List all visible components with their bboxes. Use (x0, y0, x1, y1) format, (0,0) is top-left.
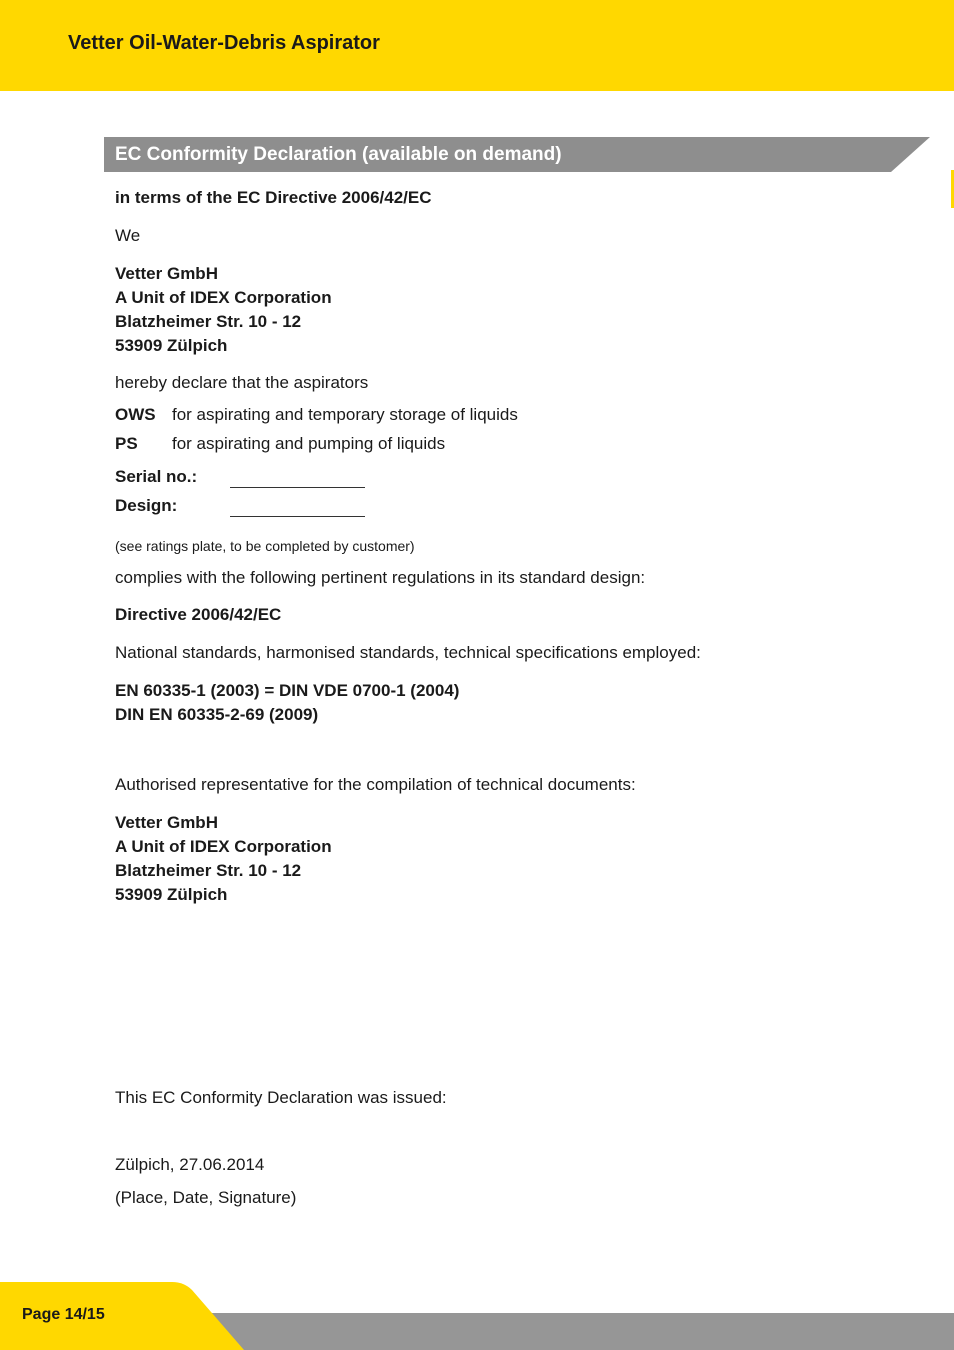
rep-company-line: A Unit of IDEX Corporation (115, 837, 332, 856)
directive-intro: in terms of the EC Directive 2006/42/EC (115, 188, 432, 207)
page-header (0, 0, 954, 91)
document-title: Vetter Oil-Water-Debris Aspirator (68, 32, 380, 54)
design-label: Design: (115, 496, 178, 515)
we-text: We (115, 226, 141, 245)
standard-line: EN 60335-1 (2003) = DIN VDE 0700-1 (2004) (115, 681, 460, 700)
footer-shape (0, 1280, 954, 1350)
issued-text: This EC Conformity Declaration was issued: (115, 1088, 447, 1107)
standard-line: DIN EN 60335-2-69 (2009) (115, 705, 319, 724)
place-date: Zülpich, 27.06.2014 (115, 1155, 265, 1174)
rep-company-line: Vetter GmbH (115, 813, 218, 832)
product-description: for aspirating and temporary storage of liquids (172, 405, 518, 424)
directive-label: Directive 2006/42/EC (115, 605, 282, 624)
representative-intro: Authorised representative for the compilation of technical documents: (115, 775, 636, 794)
ratings-note: (see ratings plate, to be completed by customer) (115, 538, 415, 554)
declare-text: hereby declare that the aspirators (115, 373, 369, 392)
section-title: EC Conformity Declaration (available on demand) (115, 144, 562, 165)
company-line: 53909 Zülpich (115, 336, 228, 355)
page-number: Page 14/15 (22, 1306, 105, 1323)
rep-company-line: 53909 Zülpich (115, 885, 228, 904)
serial-label: Serial no.: (115, 467, 198, 486)
company-line: Blatzheimer Str. 10 - 12 (115, 312, 302, 331)
product-description: for aspirating and pumping of liquids (172, 434, 446, 453)
standards-intro: National standards, harmonised standards, technical specifications employed: (115, 643, 701, 662)
serial-blank-line (230, 487, 365, 488)
company-line: Vetter GmbH (115, 264, 218, 283)
signature-label: (Place, Date, Signature) (115, 1188, 297, 1207)
complies-text: complies with the following pertinent regulations in its standard design: (115, 568, 646, 587)
product-code: PS (115, 434, 138, 453)
company-line: A Unit of IDEX Corporation (115, 288, 332, 307)
rep-company-line: Blatzheimer Str. 10 - 12 (115, 861, 302, 880)
page-footer (0, 1280, 954, 1350)
section-header-bar (104, 137, 930, 172)
design-blank-line (230, 516, 365, 517)
product-code: OWS (115, 405, 156, 424)
